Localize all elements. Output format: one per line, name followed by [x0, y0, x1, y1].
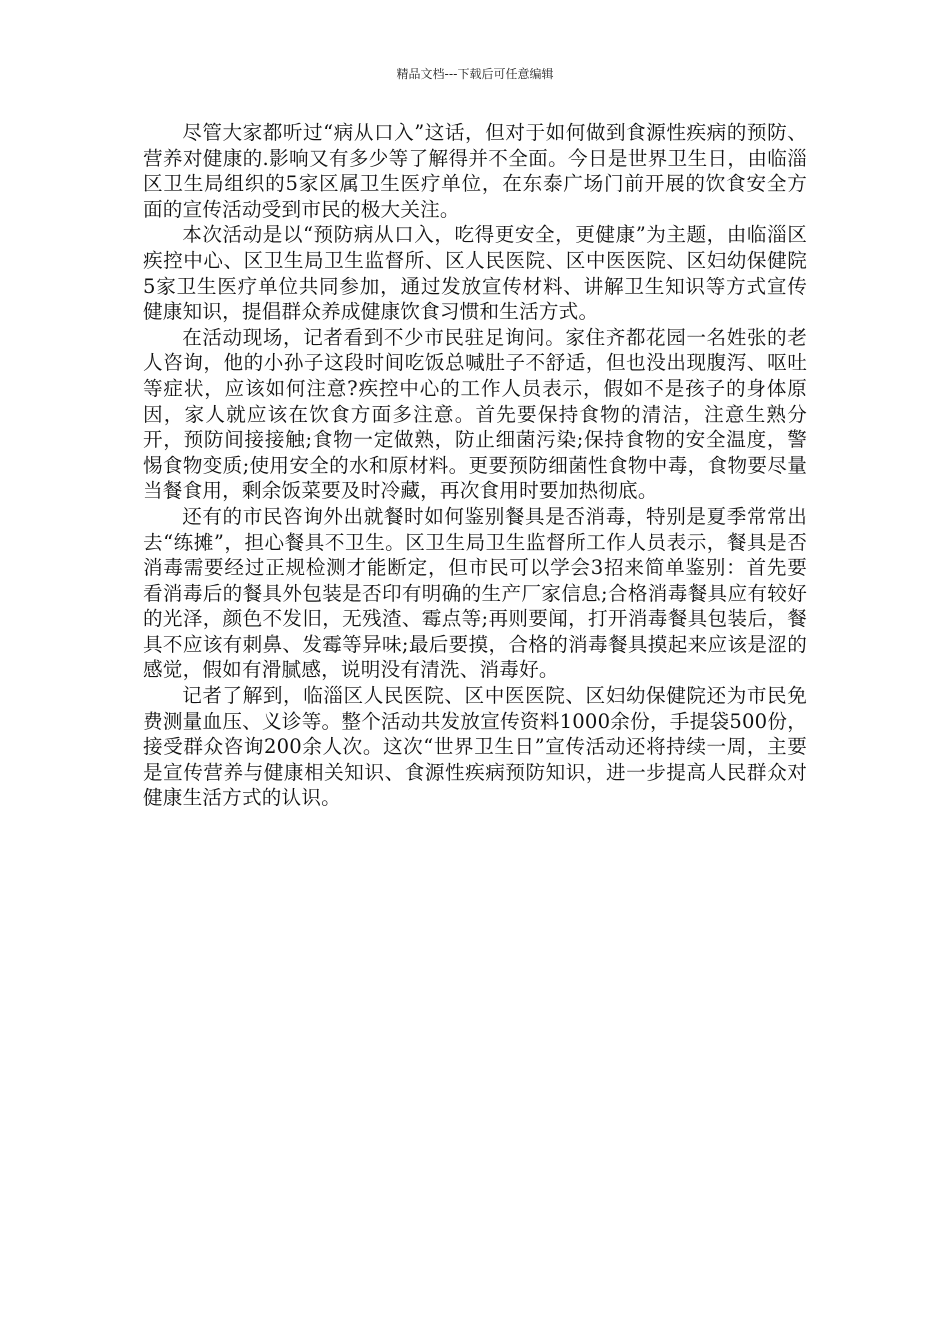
paragraph-1: 尽管大家都听过“病从口入”这话，但对于如何做到食源性疾病的预防、营养对健康的.影响又有多少等了解得并不全面。今日是世界卫生日，由临淄区卫生局组织的5家区属卫生医疗单位，在东泰广场门前开展的饮食安全方面的宣传活动受到市民的极大关注。 — [143, 121, 807, 221]
paragraph-4: 还有的市民咨询外出就餐时如何鉴别餐具是否消毒，特别是夏季常常出去“练摊”，担心餐具不卫生。区卫生局卫生监督所工作人员表示，餐具是否消毒需要经过正规检测才能断定，但市民可以学会3招来简单鉴别：首先要看消毒后的餐具外包装是否印有明确的生产厂家信息;合格消毒餐具应有较好的光泽，颜色不发旧，无残渣、霉点等;再则要闻，打开消毒餐具包装后，餐具不应该有刺鼻、发霉等异味;最后要摸，合格的消毒餐具摸起来应该是涩的感觉，假如有滑腻感，说明没有清洗、消毒好。 — [143, 504, 807, 682]
paragraph-5: 记者了解到，临淄区人民医院、区中医医院、区妇幼保健院还为市民免费测量血压、义诊等。整个活动共发放宣传资料1000余份，手提袋500份，接受群众咨询200余人次。这次“世界卫生日”宣传活动还将持续一周，主要是宣传营养与健康相关知识、食源性疾病预防知识，进一步提高人民群众对健康生活方式的认识。 — [143, 684, 807, 810]
paragraph-3: 在活动现场，记者看到不少市民驻足询问。家住齐都花园一名姓张的老人咨询，他的小孙子这段时间吃饭总喊肚子不舒适，但也没出现腹泻、呕吐等症状，应该如何注意?疾控中心的工作人员表示，假如不是孩子的身体原因，家人就应该在饮食方面多注意。首先要保持食物的清洁，注意生熟分开，预防间接接触;食物一定做熟，防止细菌污染;保持食物的安全温度，警惕食物变质;使用安全的水和原材料。更要预防细菌性食物中毒，食物要尽量当餐食用，剩余饭菜要及时冷藏，再次食用时要加热彻底。 — [143, 325, 807, 503]
article-body — [143, 120, 807, 811]
paragraph-2: 本次活动是以“预防病从口入，吃得更安全，更健康”为主题，由临淄区疾控中心、区卫生局卫生监督所、区人民医院、区中医医院、区妇幼保健院5家卫生医疗单位共同参加，通过发放宣传材料、讲解卫生知识等方式宣传健康知识，提倡群众养成健康饮食习惯和生活方式。 — [143, 223, 807, 324]
page-header: 精品文档---下载后可任意编辑 — [396, 67, 554, 81]
